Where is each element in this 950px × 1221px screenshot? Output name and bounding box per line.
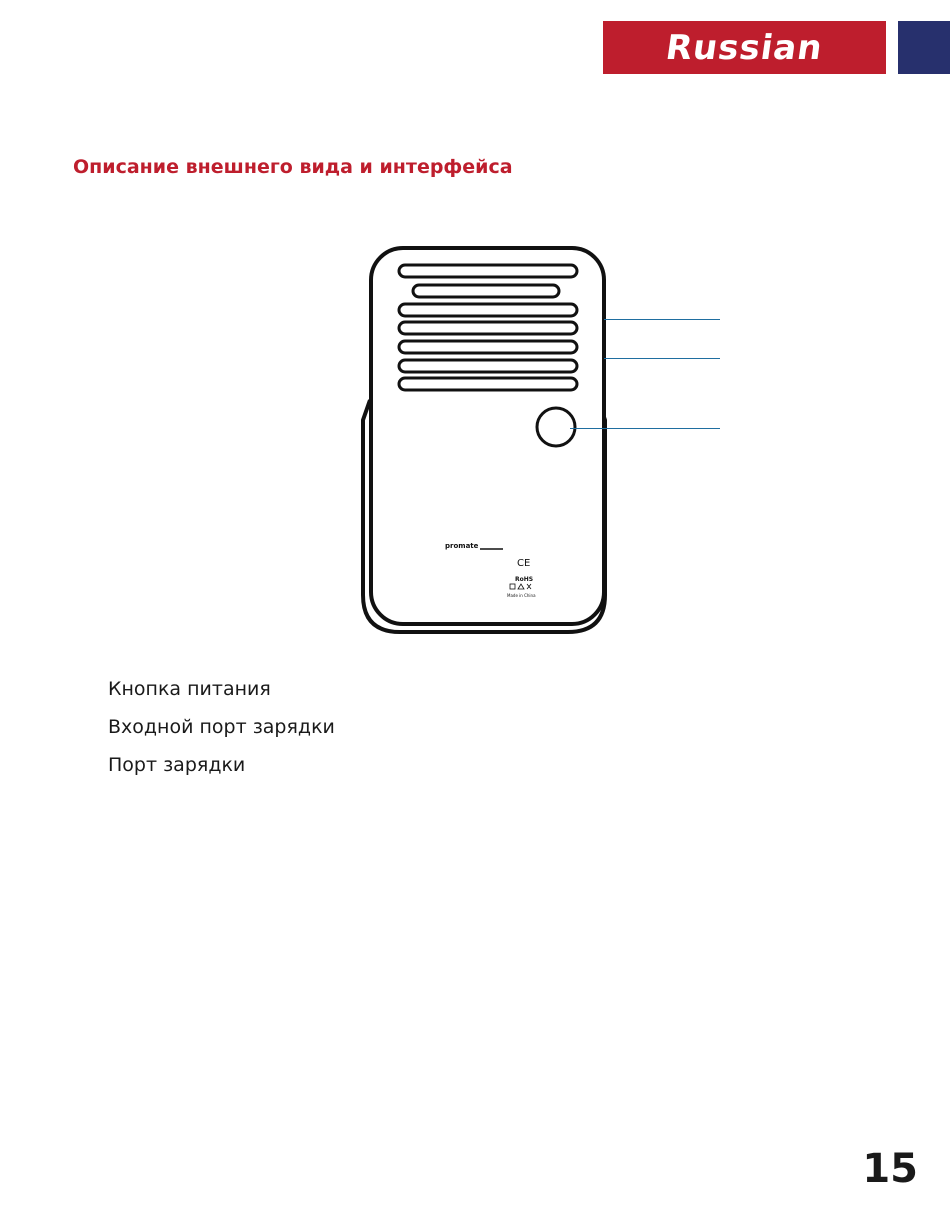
feature-list <box>108 670 335 784</box>
feature-item-charging-port: Порт зарядки <box>108 754 246 776</box>
language-tab <box>603 21 886 74</box>
callout-line-1 <box>604 319 720 320</box>
feature-item-charging-input: Входной порт зарядки <box>108 716 335 738</box>
ce-mark: CE <box>517 558 531 569</box>
callout-line-3 <box>570 428 720 429</box>
section-title: Описание внешнего вида и интерфейса <box>73 156 513 178</box>
feature-item-power-button: Кнопка питания <box>108 678 271 700</box>
language-label: Russian <box>663 27 826 68</box>
rohs-mark: RoHS <box>515 576 534 583</box>
device-diagram <box>355 240 615 640</box>
page-number: 15 <box>862 1146 918 1192</box>
callout-line-2 <box>604 358 720 359</box>
chapter-color-tab <box>898 21 950 74</box>
made-in-label: Made in China <box>507 593 536 598</box>
brand-logo: promate <box>445 542 479 550</box>
power-button <box>537 408 575 446</box>
